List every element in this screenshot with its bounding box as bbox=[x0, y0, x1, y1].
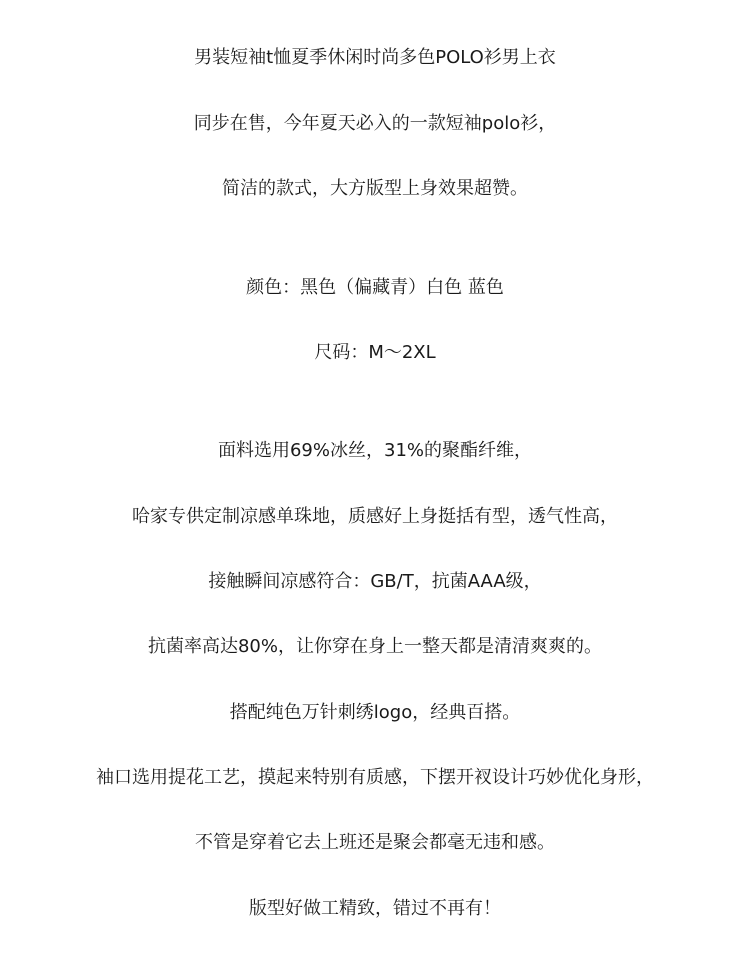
detail-line-4: 抗菌率高达80%，让你穿在身上一整天都是清清爽爽的。 bbox=[147, 636, 602, 657]
detail-line-1: 面料选用69%冰丝，31%的聚酯纤维， bbox=[217, 440, 532, 461]
intro-line-1: 同步在售，今年夏天必入的一款短袖polo衫， bbox=[193, 113, 557, 134]
detail-line-8: 版型好做工精致，错过不再有！ bbox=[249, 898, 501, 919]
intro-line-2: 简洁的款式，大方版型上身效果超赞。 bbox=[222, 178, 528, 199]
color-spec: 颜色：黑色（偏藏青）白色 蓝色 bbox=[246, 277, 504, 298]
detail-line-6: 袖口选用提花工艺，摸起来特别有质感，下摆开衩设计巧妙优化身形， bbox=[96, 767, 654, 788]
size-spec: 尺码：M～2XL bbox=[314, 342, 436, 363]
detail-line-5: 搭配纯色万针刺绣logo，经典百搭。 bbox=[229, 702, 521, 723]
detail-line-3: 接触瞬间凉感符合：GB/T，抗菌AAA级， bbox=[208, 571, 542, 592]
product-title: 男装短袖t恤夏季休闲时尚多色POLO衫男上衣 bbox=[194, 47, 556, 68]
detail-line-2: 哈家专供定制凉感单珠地，质感好上身挺括有型，透气性高， bbox=[132, 506, 618, 527]
detail-line-7: 不管是穿着它去上班还是聚会都毫无违和感。 bbox=[195, 832, 555, 853]
